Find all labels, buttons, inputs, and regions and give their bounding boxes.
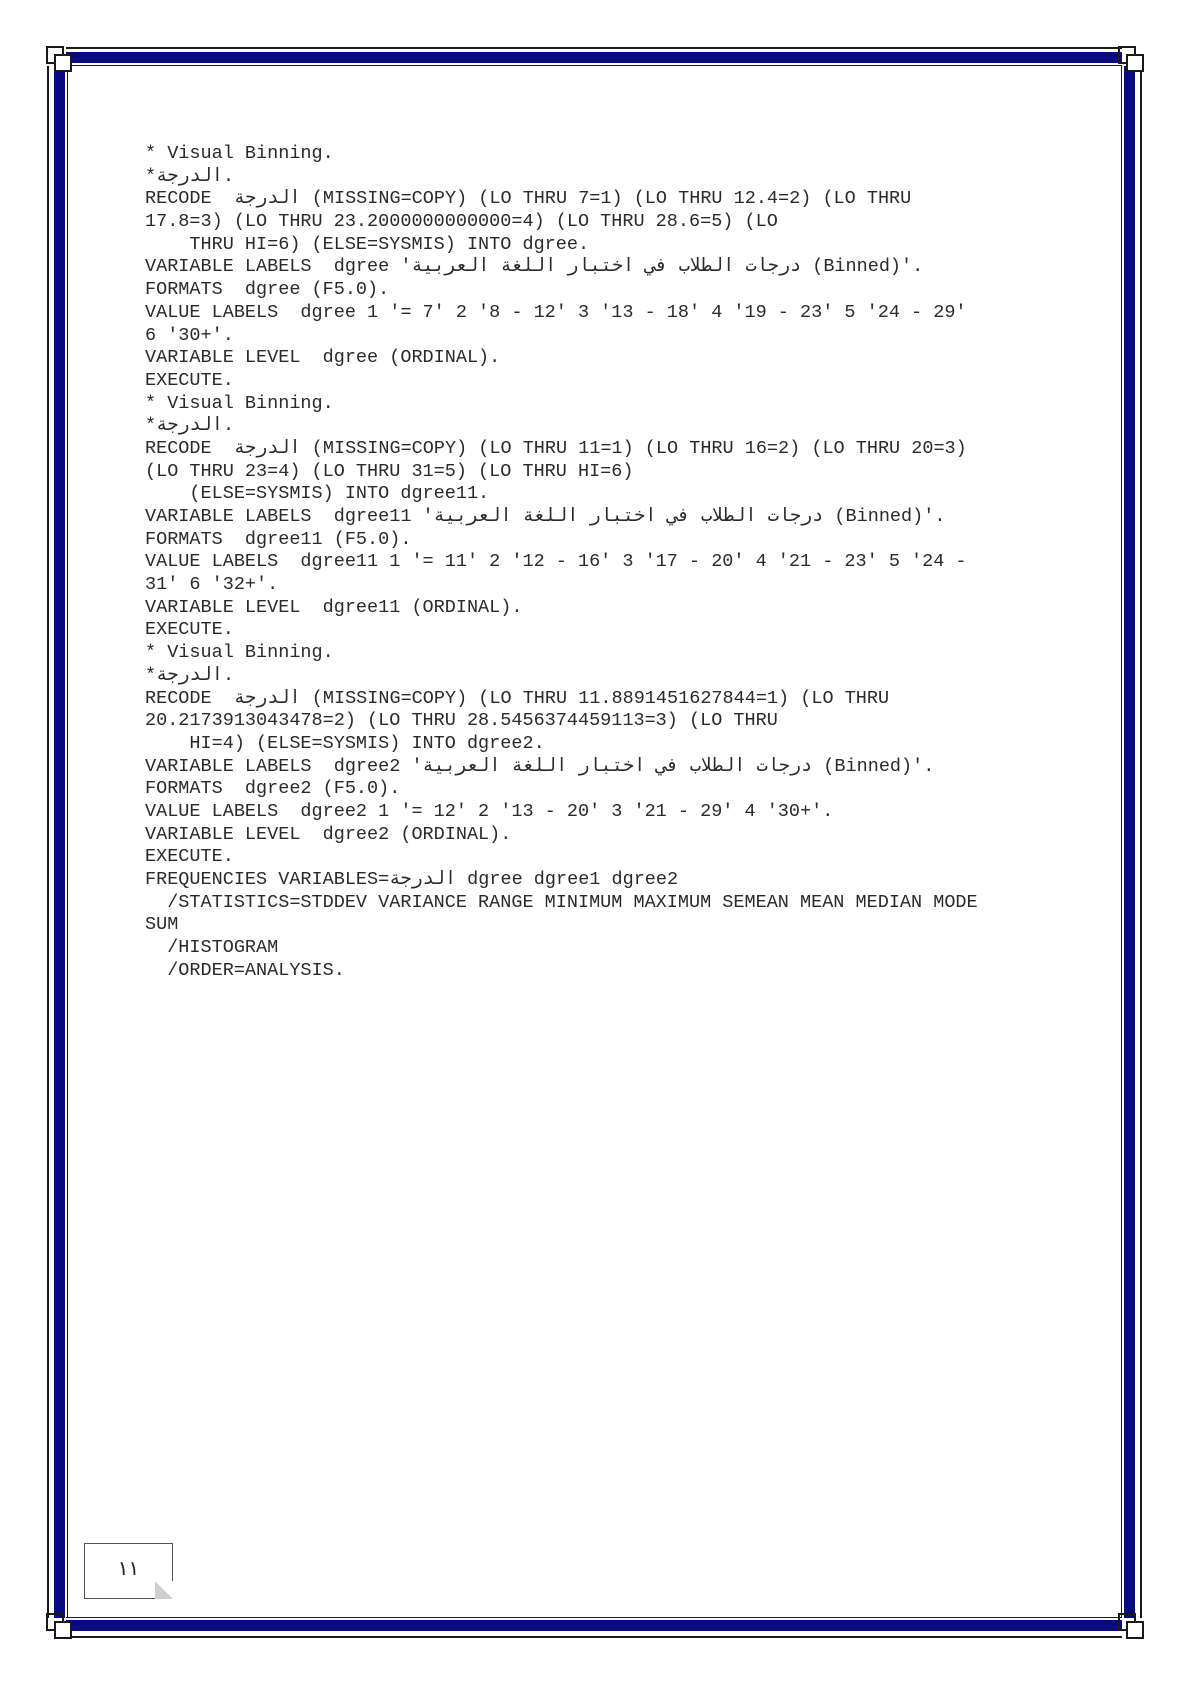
syntax-line: VARIABLE LABELS dgree2 'درجات الطلاب في اختبار اللغة العربية (Binned)'. <box>145 755 935 777</box>
border-corner-top-left <box>46 46 72 72</box>
syntax-line: 17.8=3) (LO THRU 23.2000000000000=4) (LO THRU 28.6=5) (LO <box>145 211 778 233</box>
syntax-line: /HISTOGRAM <box>145 937 279 959</box>
border-band-bottom <box>66 1620 1122 1631</box>
syntax-line: VARIABLE LEVEL dgree11 (ORDINAL). <box>145 596 523 618</box>
syntax-line: SUM <box>145 914 179 936</box>
border-outer-right <box>1140 66 1142 1618</box>
border-outer-bottom <box>66 1636 1122 1638</box>
border-band-left <box>54 66 65 1618</box>
syntax-line: RECODE الدرجة (MISSING=COPY) (LO THRU 11.8891451627844=1) (LO THRU <box>145 687 890 709</box>
syntax-line: HI=4) (ELSE=SYSMIS) INTO dgree2. <box>145 732 545 754</box>
border-inner-left <box>67 66 68 1618</box>
syntax-line: * Visual Binning. <box>145 392 334 414</box>
syntax-line: FORMATS dgree11 (F5.0). <box>145 528 412 550</box>
syntax-line: RECODE الدرجة (MISSING=COPY) (LO THRU 11=1) (LO THRU 16=2) (LO THRU 20=3) <box>145 437 967 459</box>
page-number: ١١ <box>117 1556 140 1580</box>
syntax-line: VARIABLE LEVEL dgree (ORDINAL). <box>145 347 501 369</box>
syntax-line: VARIABLE LABELS dgree11 'درجات الطلاب في اختبار اللغة العربية (Binned)'. <box>145 506 946 527</box>
syntax-line: *الدرجة. <box>145 165 235 187</box>
border-outer-left <box>47 66 49 1618</box>
syntax-line: VALUE LABELS dgree2 1 '= 12' 2 '13 - 20' 3 '21 - 29' 4 '30+'. <box>145 800 834 822</box>
border-inner-right <box>1121 66 1122 1618</box>
page-fold-corner <box>155 1581 173 1599</box>
syntax-line: 6 '30+'. <box>145 324 234 346</box>
syntax-line: 31' 6 '32+'. <box>145 574 279 596</box>
syntax-line: VALUE LABELS dgree11 1 '= 11' 2 '12 - 16' 3 '17 - 20' 4 '21 - 23' 5 '24 - <box>145 551 967 573</box>
syntax-line: VARIABLE LABELS dgree 'درجات الطلاب في اختبار اللغة العربية (Binned)'. <box>145 256 924 278</box>
border-corner-top-right <box>1118 46 1144 72</box>
page-number-box <box>84 1543 173 1599</box>
syntax-line: THRU HI=6) (ELSE=SYSMIS) INTO dgree. <box>145 233 590 255</box>
syntax-line: FREQUENCIES VARIABLES=الدرجة dgree dgree1 dgree2 <box>145 869 679 890</box>
border-inner-bottom <box>66 1617 1122 1618</box>
border-corner-bottom-left <box>46 1613 72 1639</box>
syntax-line: FORMATS dgree2 (F5.0). <box>145 778 401 800</box>
syntax-line: (ELSE=SYSMIS) INTO dgree11. <box>145 483 490 505</box>
syntax-line: * Visual Binning. <box>145 642 334 664</box>
syntax-block <box>145 143 1065 982</box>
syntax-line: VALUE LABELS dgree 1 '= 7' 2 '8 - 12' 3 '13 - 18' 4 '19 - 23' 5 '24 - 29' <box>145 301 967 323</box>
syntax-line: /STATISTICS=STDDEV VARIANCE RANGE MINIMUM MAXIMUM SEMEAN MEAN MEDIAN MODE <box>145 891 978 913</box>
border-inner-top <box>66 65 1122 66</box>
syntax-line: *الدرجة. <box>145 664 235 686</box>
syntax-line: EXECUTE. <box>145 846 234 868</box>
syntax-line: EXECUTE. <box>145 369 234 391</box>
syntax-line: EXECUTE. <box>145 619 234 641</box>
border-band-right <box>1124 66 1135 1618</box>
syntax-line: * Visual Binning. <box>145 143 334 164</box>
syntax-line: FORMATS dgree (F5.0). <box>145 279 390 301</box>
syntax-line: *الدرجة. <box>145 415 235 437</box>
syntax-line: /ORDER=ANALYSIS. <box>145 959 345 981</box>
syntax-line: 20.2173913043478=2) (LO THRU 28.5456374459113=3) (LO THRU <box>145 710 778 732</box>
border-outer-top <box>66 47 1122 49</box>
border-corner-bottom-right <box>1118 1613 1144 1639</box>
syntax-line: RECODE الدرجة (MISSING=COPY) (LO THRU 7=1) (LO THRU 12.4=2) (LO THRU <box>145 188 912 210</box>
syntax-line: VARIABLE LEVEL dgree2 (ORDINAL). <box>145 823 512 845</box>
syntax-line: (LO THRU 23=4) (LO THRU 31=5) (LO THRU HI=6) <box>145 460 634 482</box>
border-band-top <box>66 52 1122 63</box>
